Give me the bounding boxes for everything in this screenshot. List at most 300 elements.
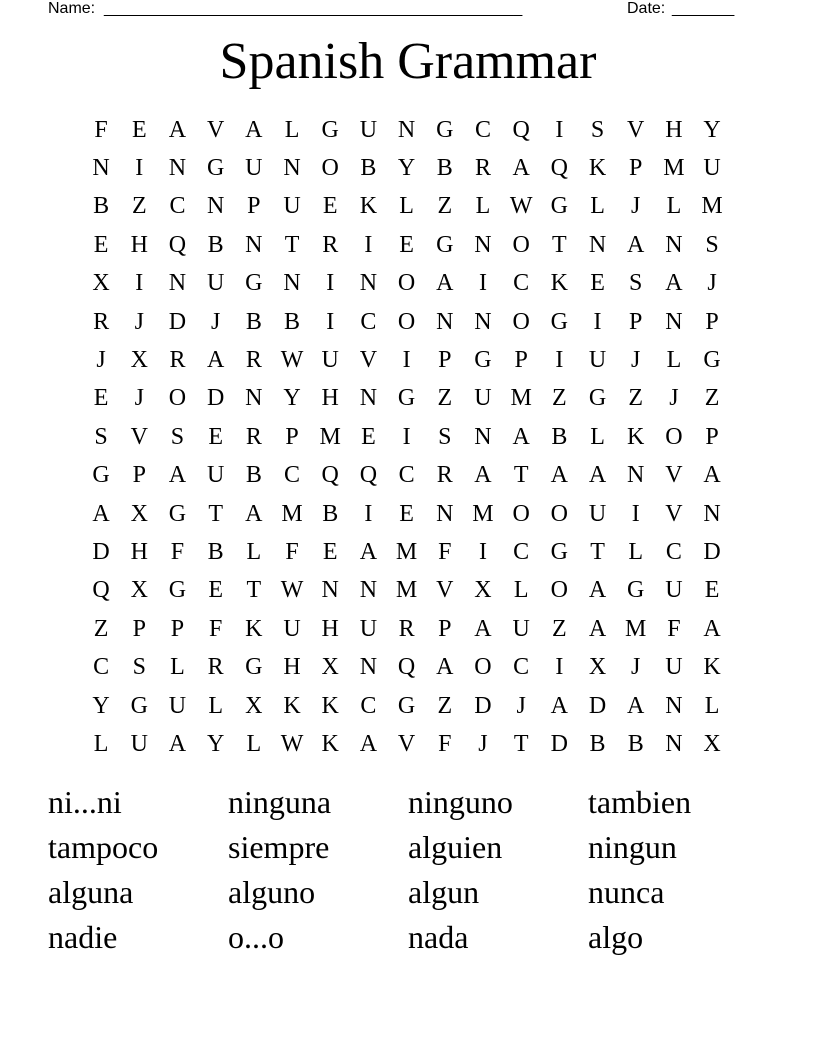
grid-letter: L [475, 193, 491, 220]
grid-letter: C [513, 270, 530, 297]
grid-letter: N [665, 730, 683, 757]
date-blank-line: _______ [672, 0, 735, 17]
word-list-item: nada [408, 919, 469, 955]
grid-letter: T [246, 577, 262, 604]
grid-letter: N [206, 193, 225, 220]
grid-letter: F [94, 116, 108, 143]
grid-letter: Y [283, 385, 301, 412]
grid-letter: C [360, 692, 377, 719]
grid-letter: L [666, 193, 682, 220]
grid-letter: J [96, 347, 106, 374]
grid-letter: V [627, 116, 645, 143]
grid-letter: Z [437, 692, 453, 719]
grid-letter: N [665, 308, 683, 335]
grid-letter: U [588, 500, 607, 527]
grid-letter: T [284, 231, 300, 258]
grid-letter: R [207, 654, 224, 681]
grid-letter: Y [206, 730, 225, 757]
grid-letter: N [359, 385, 378, 412]
grid-letter: L [590, 193, 605, 220]
grid-letter: C [513, 538, 530, 565]
grid-letter: J [631, 654, 641, 681]
word-list-item: nunca [588, 874, 665, 910]
grid-letter: Z [437, 385, 453, 412]
grid-letter: G [397, 385, 416, 412]
grid-letter: L [246, 538, 262, 565]
grid-letter: O [550, 500, 569, 527]
grid-letter: Z [131, 193, 147, 220]
grid-letter: K [550, 270, 569, 297]
grid-letter: V [436, 577, 454, 604]
grid-letter: H [130, 231, 148, 258]
grid-letter: L [666, 347, 682, 374]
grid-letter: L [246, 730, 262, 757]
grid-letter: G [168, 500, 187, 527]
grid-letter: Z [552, 615, 567, 642]
grid-letter: G [703, 347, 721, 374]
grid-letter: A [245, 116, 263, 143]
grid-letter: N [283, 270, 301, 297]
word-list-item: ni...ni [48, 784, 122, 820]
grid-letter: H [321, 385, 339, 412]
grid-letter: A [474, 615, 492, 642]
grid-letter: X [474, 577, 492, 604]
grid-letter: E [322, 538, 338, 565]
grid-letter: P [438, 347, 452, 374]
grid-letter: F [170, 538, 185, 565]
grid-letter: C [93, 654, 110, 681]
grid-letter: T [590, 538, 605, 565]
grid-letter: M [625, 615, 647, 642]
grid-letter: G [130, 692, 148, 719]
grid-letter: P [705, 308, 719, 335]
grid-letter: U [588, 347, 607, 374]
grid-letter: F [208, 615, 223, 642]
grid-letter: K [703, 654, 721, 681]
word-list-item: algun [408, 874, 480, 910]
grid-letter: P [629, 308, 643, 335]
grid-letter: S [705, 231, 719, 258]
grid-letter: U [283, 615, 301, 642]
grid-letter: A [436, 270, 454, 297]
grid-letter: U [206, 270, 225, 297]
grid-letter: U [130, 730, 148, 757]
grid-letter: A [245, 500, 263, 527]
grid-letter: N [665, 231, 683, 258]
grid-letter: E [322, 193, 338, 220]
grid-letter: F [667, 615, 681, 642]
grid-letter: R [245, 423, 262, 450]
page-title: Spanish Grammar [219, 33, 597, 90]
grid-letter: S [438, 423, 452, 450]
grid-letter: A [588, 577, 607, 604]
grid-letter: C [398, 462, 415, 489]
grid-letter: A [168, 730, 187, 757]
grid-letter: S [94, 423, 108, 450]
grid-letter: E [590, 270, 605, 297]
grid-letter: A [436, 654, 454, 681]
date-label: Date: [627, 0, 666, 17]
word-list-item: nadie [48, 919, 118, 955]
grid-letter: E [361, 423, 376, 450]
grid-letter: B [360, 155, 377, 182]
word-list-item: tampoco [48, 829, 159, 865]
grid-letter: P [247, 193, 261, 220]
grid-letter: I [364, 231, 373, 258]
grid-letter: C [513, 654, 530, 681]
grid-letter: V [665, 462, 683, 489]
word-list-item: tambien [588, 784, 692, 820]
grid-letter: J [631, 347, 641, 374]
grid-letter: L [93, 730, 109, 757]
grid-letter: X [245, 692, 263, 719]
grid-letter: K [627, 423, 645, 450]
grid-letter: S [170, 423, 185, 450]
grid-letter: P [132, 615, 146, 642]
grid-letter: G [92, 462, 110, 489]
grid-letter: H [283, 654, 301, 681]
grid-letter: J [134, 308, 144, 335]
grid-letter: N [588, 231, 607, 258]
grid-letter: K [283, 692, 301, 719]
grid-letter: N [665, 692, 683, 719]
grid-letter: G [474, 347, 492, 374]
grid-letter: I [593, 308, 602, 335]
grid-letter: P [705, 423, 719, 450]
grid-letter: Q [92, 577, 110, 604]
grid-letter: H [665, 116, 683, 143]
grid-letter: G [436, 231, 454, 258]
grid-letter: D [703, 538, 721, 565]
grid-letter: N [283, 155, 301, 182]
grid-letter: U [206, 462, 225, 489]
grid-letter: Y [397, 155, 416, 182]
grid-letter: F [438, 730, 452, 757]
grid-letter: A [359, 538, 378, 565]
grid-letter: J [516, 692, 526, 719]
grid-letter: O [512, 500, 530, 527]
grid-letter: O [550, 577, 569, 604]
grid-letter: Z [437, 193, 453, 220]
word-search-grid [82, 111, 731, 764]
grid-letter: G [245, 270, 263, 297]
grid-letter: K [245, 615, 263, 642]
grid-letter: X [703, 730, 721, 757]
grid-letter: C [360, 308, 377, 335]
grid-letter: G [206, 155, 225, 182]
grid-letter: G [397, 692, 416, 719]
grid-letter: N [474, 423, 492, 450]
grid-letter: B [322, 500, 339, 527]
grid-letter: P [629, 155, 643, 182]
header-line [48, 0, 748, 20]
word-list-item: o...o [228, 919, 284, 955]
grid-letter: Q [359, 462, 378, 489]
grid-letter: K [588, 155, 607, 182]
grid-letter: G [245, 654, 263, 681]
grid-letter: D [206, 385, 225, 412]
grid-letter: Z [628, 385, 644, 412]
word-list-item: alguno [228, 874, 316, 910]
grid-letter: I [364, 500, 373, 527]
grid-letter: G [321, 116, 339, 143]
grid-letter: E [131, 116, 147, 143]
grid-letter: V [359, 347, 378, 374]
grid-letter: E [399, 231, 414, 258]
grid-letter: I [135, 155, 144, 182]
grid-letter: G [168, 577, 187, 604]
grid-letter: R [474, 155, 491, 182]
grid-letter: O [474, 654, 492, 681]
grid-letter: E [399, 500, 414, 527]
grid-letter: A [206, 347, 225, 374]
grid-letter: B [93, 193, 110, 220]
grid-letter: V [397, 730, 416, 757]
word-list-item: algo [588, 919, 644, 955]
grid-letter: X [92, 270, 110, 297]
grid-letter: A [703, 615, 721, 642]
grid-letter: N [168, 270, 187, 297]
grid-letter: M [472, 500, 494, 527]
grid-letter: L [284, 116, 300, 143]
grid-letter: X [130, 500, 148, 527]
grid-letter: D [550, 730, 569, 757]
grid-letter: Q [168, 231, 187, 258]
name-blank-line: _______________________________________________ [104, 0, 523, 17]
grid-letter: E [208, 423, 223, 450]
word-list-item: ninguna [228, 784, 332, 820]
grid-letter: F [285, 538, 299, 565]
grid-letter: A [512, 423, 530, 450]
grid-letter: O [512, 308, 530, 335]
grid-letter: M [319, 423, 341, 450]
grid-letter: Z [704, 385, 720, 412]
grid-letter: C [474, 116, 491, 143]
grid-letter: W [280, 577, 304, 604]
grid-letter: N [436, 308, 454, 335]
grid-letter: V [206, 116, 225, 143]
grid-letter: Q [321, 462, 339, 489]
grid-letter: A [92, 500, 110, 527]
grid-letter: O [321, 155, 339, 182]
grid-letter: M [395, 538, 418, 565]
name-label: Name: [48, 0, 96, 17]
grid-letter: S [132, 654, 146, 681]
grid-letter: K [321, 730, 339, 757]
grid-letter: B [207, 538, 224, 565]
grid-letter: L [590, 423, 605, 450]
grid-letter: I [478, 270, 487, 297]
grid-letter: J [631, 193, 641, 220]
grid-letter: R [169, 347, 186, 374]
grid-letter: X [321, 654, 339, 681]
grid-letter: A [588, 462, 607, 489]
grid-letter: I [631, 500, 640, 527]
grid-letter: A [550, 462, 569, 489]
grid-letter: A [512, 155, 530, 182]
grid-letter: O [665, 423, 683, 450]
grid-letter: N [359, 577, 378, 604]
grid-letter: C [665, 538, 682, 565]
grid-letter: I [478, 538, 487, 565]
grid-letter: R [322, 231, 339, 258]
grid-letter: G [550, 193, 569, 220]
grid-letter: B [245, 308, 262, 335]
grid-letter: T [513, 462, 529, 489]
grid-letter: M [663, 155, 685, 182]
grid-letter: L [208, 692, 223, 719]
grid-letter: A [627, 231, 645, 258]
grid-letter: N [321, 577, 339, 604]
grid-letter: C [284, 462, 301, 489]
grid-letter: Y [92, 692, 110, 719]
word-list [48, 780, 768, 960]
grid-letter: N [703, 500, 721, 527]
grid-letter: N [359, 654, 378, 681]
grid-letter: M [281, 500, 303, 527]
grid-letter: K [321, 692, 339, 719]
grid-letter: A [168, 116, 187, 143]
word-list-item: ninguno [408, 784, 513, 820]
grid-letter: N [436, 500, 454, 527]
grid-letter: W [280, 347, 304, 374]
grid-letter: Z [93, 615, 109, 642]
grid-letter: R [245, 347, 262, 374]
grid-letter: U [283, 193, 301, 220]
grid-letter: V [130, 423, 148, 450]
grid-letter: J [210, 308, 221, 335]
grid-letter: G [550, 538, 569, 565]
grid-letter: G [550, 308, 569, 335]
grid-letter: T [513, 730, 529, 757]
grid-letter: A [474, 462, 492, 489]
grid-letter: X [588, 654, 607, 681]
grid-letter: B [245, 462, 262, 489]
grid-letter: A [665, 270, 683, 297]
grid-letter: C [169, 193, 186, 220]
grid-letter: J [669, 385, 679, 412]
grid-letter: X [130, 577, 148, 604]
grid-letter: N [245, 231, 263, 258]
grid-letter: N [245, 385, 263, 412]
grid-letter: U [665, 577, 683, 604]
grid-letter: J [134, 385, 144, 412]
grid-letter: I [135, 270, 144, 297]
grid-letter: R [436, 462, 453, 489]
grid-letter: T [208, 500, 223, 527]
grid-letter: S [590, 116, 605, 143]
grid-letter: N [92, 155, 110, 182]
grid-letter: A [168, 462, 187, 489]
grid-letter: B [551, 423, 568, 450]
grid-letter: A [588, 615, 607, 642]
grid-letter: O [397, 308, 416, 335]
grid-letter: N [168, 155, 187, 182]
grid-letter: L [628, 538, 644, 565]
grid-letter: P [170, 615, 185, 642]
grid-letter: G [588, 385, 607, 412]
grid-letter: U [474, 385, 492, 412]
word-list-item: alguna [48, 874, 134, 910]
grid-letter: P [514, 347, 528, 374]
grid-letter: U [245, 155, 263, 182]
grid-letter: N [397, 116, 416, 143]
grid-letter: V [665, 500, 683, 527]
grid-letter: N [474, 231, 492, 258]
grid-letter: N [474, 308, 492, 335]
word-list-item: ningun [588, 829, 677, 865]
grid-letter: A [550, 692, 569, 719]
grid-letter: B [436, 155, 453, 182]
grid-letter: M [395, 577, 418, 604]
grid-letter: X [130, 347, 148, 374]
grid-letter: O [397, 270, 416, 297]
grid-letter: H [130, 538, 148, 565]
grid-letter: Q [512, 116, 530, 143]
grid-letter: W [280, 730, 304, 757]
grid-letter: U [703, 155, 721, 182]
grid-letter: Y [703, 116, 721, 143]
grid-letter: I [326, 270, 335, 297]
grid-letter: E [93, 231, 109, 258]
grid-letter: I [326, 308, 335, 335]
grid-letter: O [168, 385, 187, 412]
grid-letter: R [398, 615, 415, 642]
grid-letter: W [509, 193, 533, 220]
grid-letter: T [552, 231, 567, 258]
grid-letter: Z [552, 385, 567, 412]
grid-letter: I [555, 116, 564, 143]
grid-letter: E [208, 577, 223, 604]
word-list-item: siempre [228, 829, 330, 865]
grid-letter: R [93, 308, 110, 335]
grid-letter: B [284, 308, 301, 335]
grid-letter: G [627, 577, 645, 604]
grid-letter: J [707, 270, 717, 297]
grid-letter: D [588, 692, 607, 719]
grid-letter: F [438, 538, 452, 565]
grid-letter: N [627, 462, 645, 489]
grid-letter: D [474, 692, 492, 719]
grid-letter: L [513, 577, 529, 604]
grid-letter: M [701, 193, 723, 220]
grid-letter: L [399, 193, 414, 220]
grid-letter: Q [397, 654, 416, 681]
grid-letter: E [93, 385, 109, 412]
grid-letter: P [285, 423, 299, 450]
grid-letter: J [478, 730, 488, 757]
grid-letter: U [359, 116, 378, 143]
grid-letter: L [704, 692, 720, 719]
grid-letter: U [665, 654, 683, 681]
grid-letter: U [321, 347, 339, 374]
grid-letter: U [512, 615, 530, 642]
grid-letter: U [359, 615, 378, 642]
grid-letter: E [704, 577, 720, 604]
grid-letter: G [436, 116, 454, 143]
grid-letter: N [359, 270, 378, 297]
grid-letter: A [359, 730, 378, 757]
grid-letter: L [170, 654, 185, 681]
grid-letter: D [92, 538, 110, 565]
grid-letter: A [627, 692, 645, 719]
grid-letter: I [402, 423, 411, 450]
grid-letter: I [555, 654, 564, 681]
grid-letter: B [627, 730, 644, 757]
grid-letter: S [629, 270, 643, 297]
grid-letter: U [168, 692, 187, 719]
grid-letter: B [207, 231, 224, 258]
